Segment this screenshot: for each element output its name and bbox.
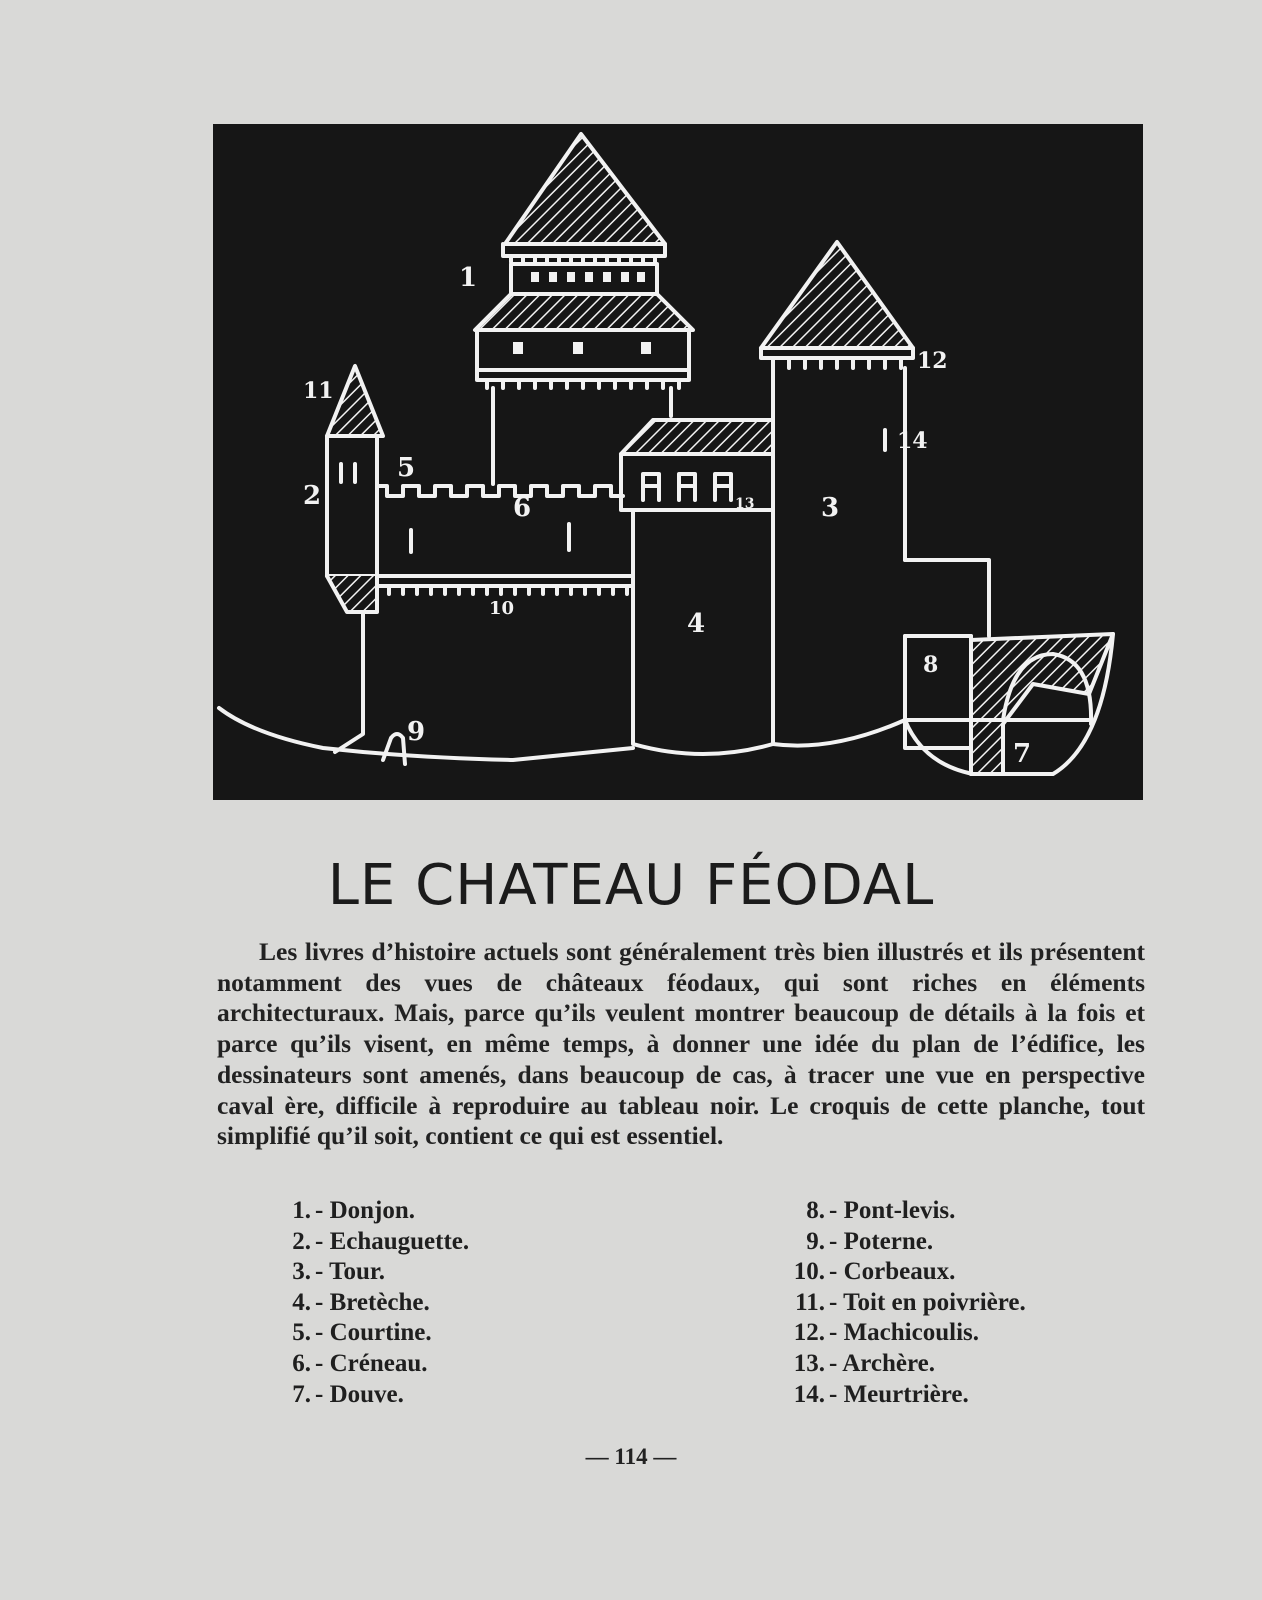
callout-12: 12	[917, 348, 948, 374]
legend-item	[781, 1196, 1026, 1227]
legend-number: 1.	[292, 1197, 311, 1224]
callout-1: 1	[459, 263, 478, 293]
callout-14: 14	[897, 428, 928, 454]
legend-number: 14.	[793, 1380, 825, 1408]
body-paragraph: Les livres d’histoire actuels sont généralement très bien illustrés et ils présentent notamment des vues de châteaux féodaux, qui sont riches en éléments architecturaux. Mais, parce qu’ils veulent montrer beaucoup de détails à la fois et parce qu’ils visent, en même temps, à donner une idée du plan de l’édifice, les dessinateurs sont amenés, dans beaucoup de cas, à tracer une vue en perspective caval ère, difficile à reproduire au tableau noir. Le croquis de cette planche, tout simplifié qu’il soit, contient ce qui est essentiel.	[217, 937, 1145, 1151]
page-number: — 114 —	[585, 1444, 677, 1469]
castle-illustration	[213, 124, 1143, 800]
callout-13: 13	[735, 496, 755, 512]
legend-label: - Corbeaux.	[829, 1258, 956, 1286]
legend-item	[283, 1227, 469, 1258]
legend-label: - Courtine.	[315, 1319, 432, 1347]
curtain-wall-battlement	[377, 486, 623, 496]
legend-number: 3.	[292, 1258, 311, 1286]
legend-label: - Pont-levis.	[829, 1197, 956, 1224]
donjon-windows	[513, 342, 651, 354]
callout-10: 10	[489, 598, 515, 619]
echauguette-windows	[341, 464, 355, 482]
legend-number: 7.	[292, 1380, 311, 1408]
legend-item	[283, 1196, 469, 1227]
callout-7: 7	[1013, 739, 1032, 769]
turret-roof	[327, 366, 383, 436]
legend-item	[283, 1380, 469, 1411]
legend-item	[781, 1380, 1026, 1411]
tower-body	[773, 368, 905, 744]
legend-label: - Meurtrière.	[829, 1380, 969, 1408]
archer-windows	[643, 474, 731, 500]
legend-number: 5.	[292, 1319, 311, 1347]
legend-number: 2.	[292, 1227, 311, 1255]
tower-roof	[761, 242, 913, 348]
page-title: LE CHATEAU FÉODAL	[327, 853, 935, 918]
legend-label: - Douve.	[315, 1380, 404, 1408]
legend-right	[781, 1196, 1026, 1410]
donjon-upper-windows	[531, 272, 645, 282]
legend-item	[283, 1318, 469, 1349]
legend-item	[283, 1288, 469, 1319]
legend-number: 12.	[793, 1319, 825, 1347]
legend-item	[781, 1257, 1026, 1288]
ground-line	[219, 708, 905, 760]
legend-label: - Echauguette.	[315, 1227, 470, 1255]
legend-number: 9.	[806, 1227, 825, 1255]
donjon-roof	[505, 134, 665, 244]
callout-6: 6	[513, 493, 532, 523]
callout-2: 2	[303, 481, 322, 511]
callout-9: 9	[407, 717, 426, 747]
legend-number: 10.	[793, 1258, 825, 1286]
echauguette	[327, 436, 377, 576]
legend-item	[781, 1349, 1026, 1380]
echauguette-support	[335, 612, 363, 752]
arrow-slits-wall	[411, 524, 569, 552]
callout-4: 4	[687, 609, 706, 639]
gate-block	[905, 560, 989, 636]
callout-5: 5	[397, 453, 416, 483]
legend-number: 11.	[795, 1288, 825, 1316]
legend-item	[781, 1227, 1026, 1258]
legend-item	[283, 1257, 469, 1288]
legend-label: - Donjon.	[315, 1197, 416, 1224]
legend-number: 8.	[806, 1197, 825, 1224]
legend-number: 13.	[793, 1349, 825, 1377]
legend-number: 4.	[292, 1288, 311, 1316]
legend-label: - Machicoulis.	[829, 1319, 979, 1347]
donjon-lower-roof	[475, 294, 693, 330]
callout-8: 8	[923, 652, 939, 678]
legend-item	[781, 1318, 1026, 1349]
legend-label: - Archère.	[829, 1349, 935, 1377]
callout-11: 11	[303, 378, 334, 404]
legend-label: - Poterne.	[829, 1227, 934, 1255]
breteche-roof	[621, 420, 773, 454]
castle-sketch	[213, 124, 1143, 800]
legend-item	[283, 1349, 469, 1380]
echauguette-base	[327, 576, 377, 612]
legend-label: - Créneau.	[315, 1349, 428, 1377]
legend-label: - Bretèche.	[315, 1288, 430, 1316]
postern-gate	[383, 734, 405, 764]
legend-left	[283, 1196, 469, 1410]
legend-label: - Tour.	[315, 1258, 385, 1286]
curtain-wall-body	[377, 496, 633, 576]
callout-3: 3	[821, 493, 840, 523]
legend-number: 6.	[292, 1349, 311, 1377]
legend-label: - Toit en poivrière.	[829, 1288, 1026, 1316]
legend-item	[781, 1288, 1026, 1319]
